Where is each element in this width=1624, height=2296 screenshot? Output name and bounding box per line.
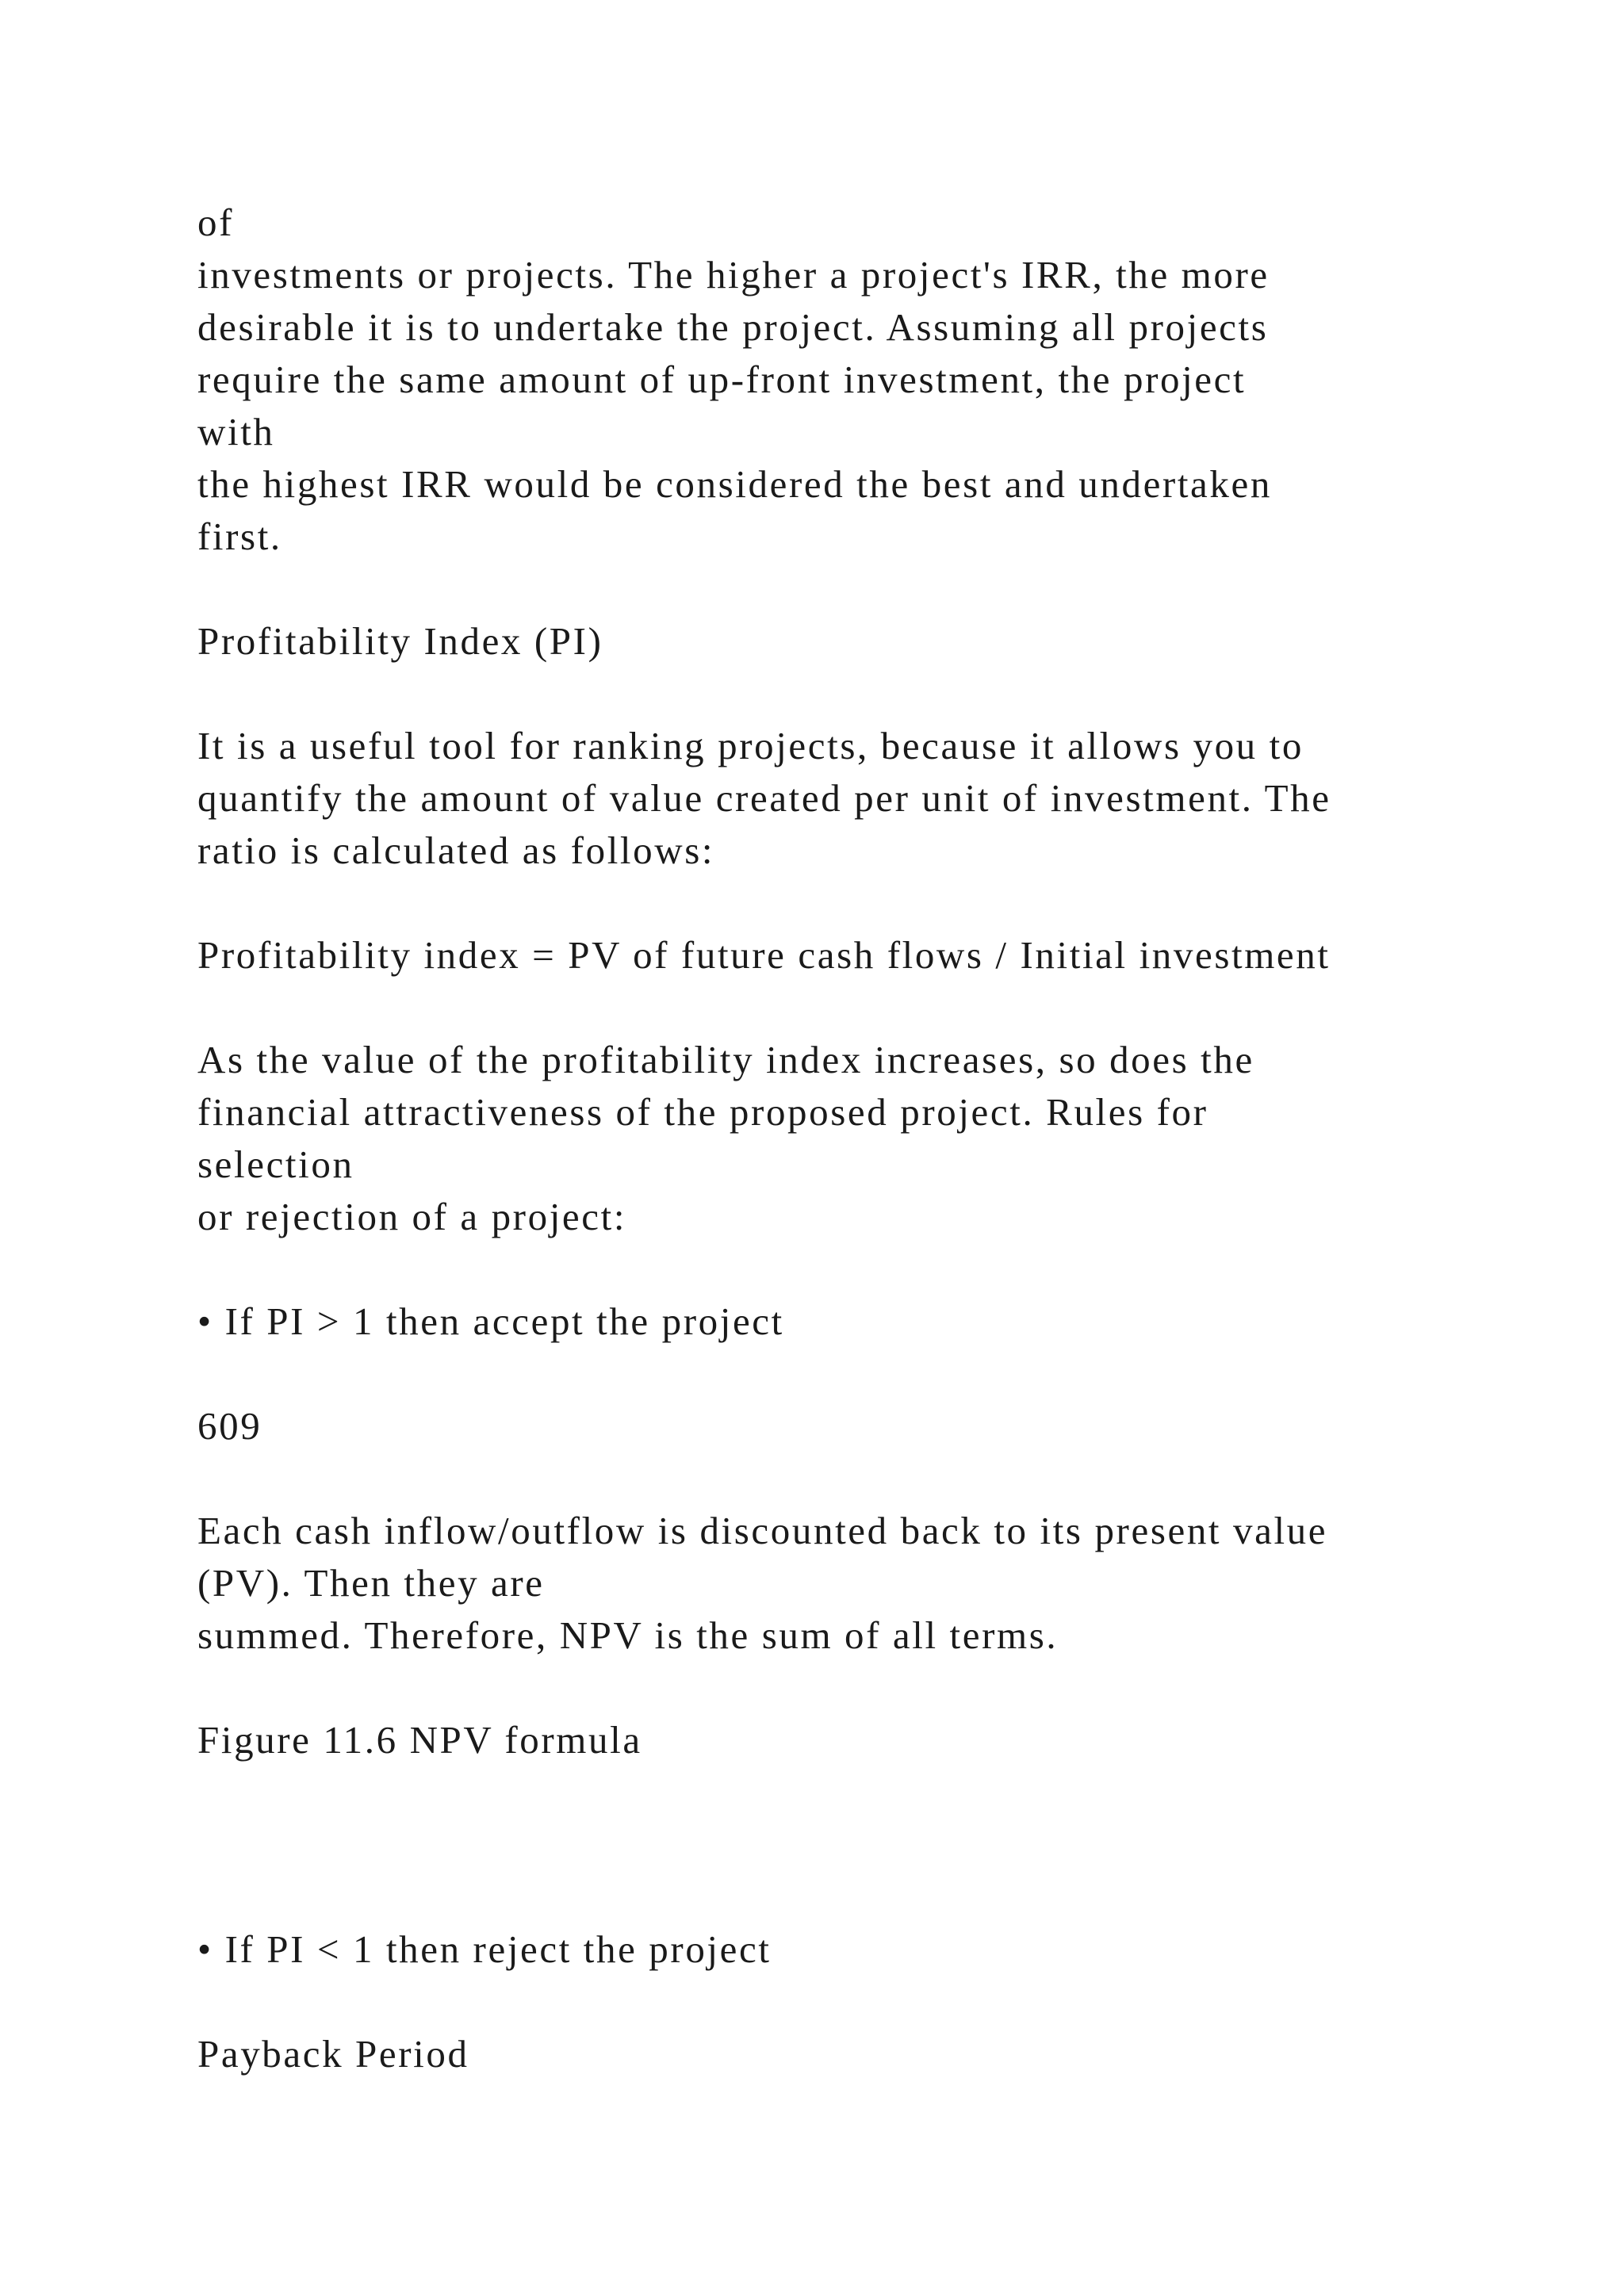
- section-heading: Profitability Index (PI): [197, 619, 603, 663]
- text-line: selection: [197, 1142, 354, 1186]
- bullet-item: • If PI < 1 then reject the project: [197, 1927, 772, 1971]
- text-line: require the same amount of up-front investment, the project: [197, 358, 1247, 401]
- text-line: summed. Therefore, NPV is the sum of all terms.: [197, 1613, 1059, 1657]
- text-line: It is a useful tool for ranking projects, because it allows you to: [197, 724, 1304, 767]
- text-line: desirable it is to undertake the project. Assuming all projects: [197, 305, 1269, 349]
- text-line: with: [197, 410, 275, 453]
- text-line: (PV). Then they are: [197, 1561, 545, 1605]
- section-heading: Payback Period: [197, 2032, 469, 2076]
- formula-line: Profitability index = PV of future cash flows / Initial investment: [197, 933, 1331, 977]
- text-line: As the value of the profitability index increases, so does the: [197, 1038, 1254, 1081]
- text-line: financial attractiveness of the proposed project. Rules for: [197, 1090, 1208, 1134]
- text-line: of: [197, 201, 235, 244]
- bullet-item: • If PI > 1 then accept the project: [197, 1299, 784, 1343]
- page-number: 609: [197, 1404, 262, 1448]
- text-line: or rejection of a project:: [197, 1195, 627, 1238]
- figure-caption: Figure 11.6 NPV formula: [197, 1718, 642, 1762]
- text-line: Each cash inflow/outflow is discounted back to its present value: [197, 1509, 1328, 1552]
- text-line: investments or projects. The higher a project's IRR, the more: [197, 253, 1270, 297]
- text-line: the highest IRR would be considered the best and undertaken: [197, 462, 1272, 506]
- text-line: ratio is calculated as follows:: [197, 828, 715, 872]
- text-line: quantify the amount of value created per unit of investment. The: [197, 776, 1331, 820]
- text-line: first.: [197, 515, 282, 558]
